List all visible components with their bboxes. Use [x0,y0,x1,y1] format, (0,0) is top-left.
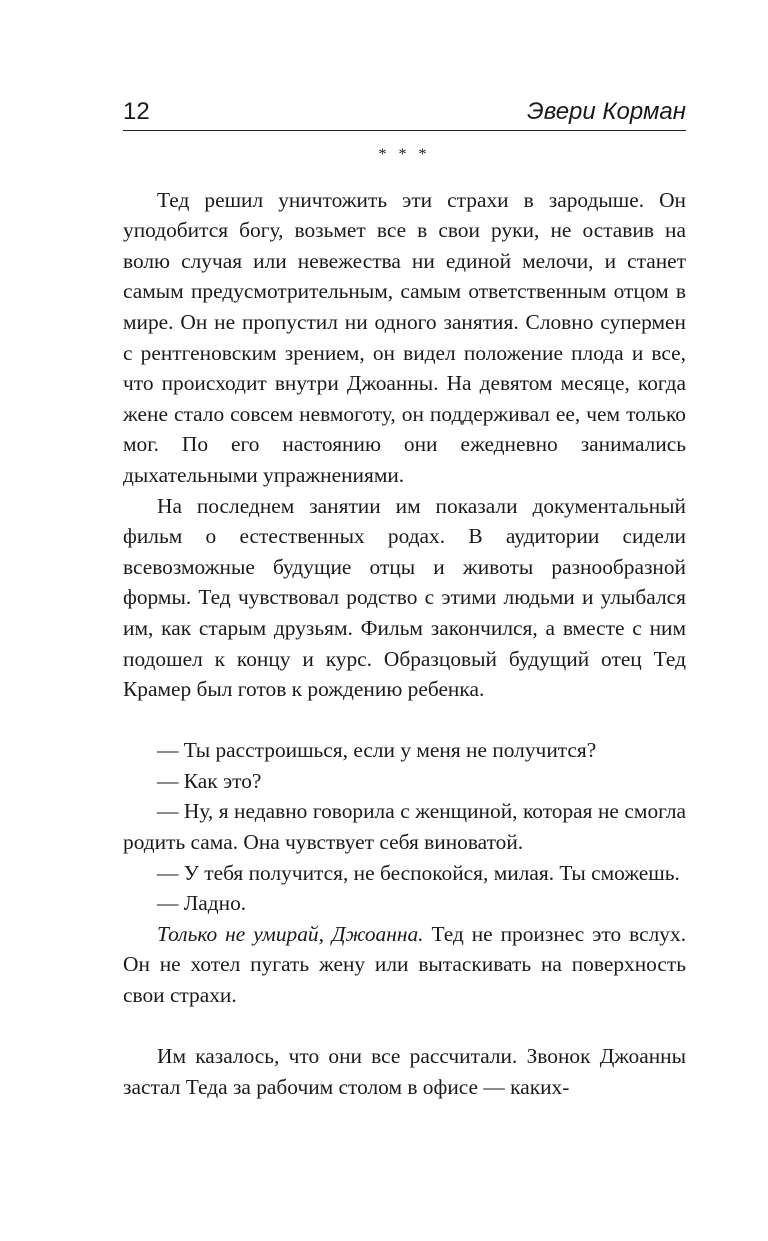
italic-thought: Только не умирай, Джоанна. [157,921,424,946]
dialogue-line: — Как это? [157,768,262,793]
section-break: * * * [378,146,431,163]
body-text [123,140,686,1102]
paragraph [123,919,686,1011]
scene-gap [123,705,686,736]
paragraph-text: Тед не произнес это вслух. Он не хотел пугать жену или вытаскивать на поверхность свои страхи. [123,921,686,1008]
paragraph: На последнем занятии им показали документальный фильм о естественных родах. В аудитории сидели всевозможные будущие отцы и животы разнообразной формы. Тед чувствовал родство с этими людьми и улыбался им, как старым друзьям. Фильм закончился, а вместе с ним подошел к концу и курс. Образцовый будущий отец Тед Крамер был готов к рождению ребенка. [123,493,686,702]
page-number: 12 [123,98,150,125]
dialogue-line: — Ладно. [157,891,247,916]
dialogue-line: — Ну, я недавно говорила с женщиной, которая не смогла родить сама. Она чувствует себя виноватой. [123,799,686,855]
scene-gap [123,1011,686,1042]
page-header [123,96,686,131]
dialogue-line: — Ты расстроишься, если у меня не получится? [157,738,597,763]
running-head-author: Эвери Корман [527,98,686,125]
paragraph: Им казалось, что они все рассчитали. Звонок Джоанны застал Теда за рабочим столом в офисе — каких- [123,1044,686,1099]
dialogue-line: — У тебя получится, не беспокойся, милая. Ты сможешь. [157,860,680,885]
paragraph: Тед решил уничтожить эти страхи в зародыше. Он уподобится богу, возьмет все в свои руки, не оставив на волю случая или невежества ни единой мелочи, и станет самым предусмотрительным, самым ответственным отцом в мире. Он не пропустил ни одного занятия. Словно супермен с рентгеновским зрением, он видел положение плода и все, что происходит внутри Джоанны. На девятом месяце, когда жене стало совсем невмоготу, он поддерживал ее, чем только мог. По его настоянию они ежедневно занимались дыхательными упражнениями. [123,187,686,487]
